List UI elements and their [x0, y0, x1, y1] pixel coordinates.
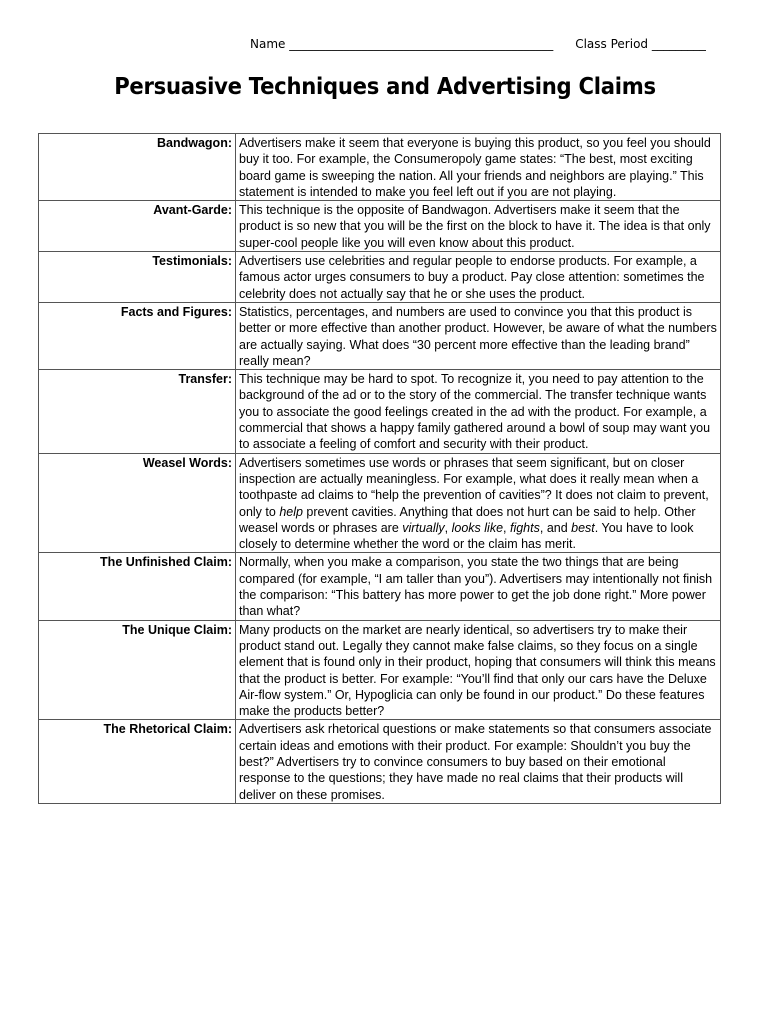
weasel-best-italic: best — [571, 520, 595, 535]
description-transfer: This technique may be hard to spot. To recognize it, you need to pay attention to the background of the ad or to the story of the commercial. The transfer technique wants you to associate the good feelings created in the ad with the product. For example, a commercial that shows a happy family gathered around a bowl of soup may want you to associate a feeling of comfort and security with their product. — [236, 370, 721, 453]
table-row — [39, 252, 721, 303]
term-unfinished-claim: The Unfinished Claim: — [39, 553, 236, 620]
description-rhetorical-claim: Advertisers ask rhetorical questions or make statements so that consumers associate certain ideas and emotions with their product. For example: Shouldn’t you buy the best?” Advertisers try to convince consumers to buy based on their emotional response to the questions; they have made no real claims that their products will deliver on these promises. — [236, 720, 721, 803]
weasel-text-2: prevent cavities. Anything that does not hurt can be said to help. Other weasel words or phrases are — [239, 504, 696, 535]
header-fields — [250, 37, 706, 51]
table-row — [39, 201, 721, 252]
term-rhetorical-claim: The Rhetorical Claim: — [39, 720, 236, 803]
weasel-text-1: Advertisers sometimes use words or phrases that seem significant, but on closer inspection are actually meaningless. For example, what does it really mean when a toothpaste ad claims to “help the prevention of cavities”? It does not claim to prevent, only to — [239, 455, 709, 519]
description-avant-garde: This technique is the opposite of Bandwagon. Advertisers make it seem that the product is so new that you will be the first on the block to have it. The idea is that only super-cool people like you will even know about this product. — [236, 201, 721, 252]
term-unique-claim: The Unique Claim: — [39, 620, 236, 720]
term-weasel-words: Weasel Words: — [39, 453, 236, 553]
table-row — [39, 553, 721, 620]
description-bandwagon: Advertisers make it seem that everyone is buying this product, so you feel you should buy it too. For example, the Consumeropoly game states: “The best, most exciting board game is sweeping the nation. All your friends and neighbors are playing.” This statement is intended to make you feel left out if you are not playing. — [236, 134, 721, 201]
term-avant-garde: Avant-Garde: — [39, 201, 236, 252]
weasel-text-3: . You have to look closely to determine whether the word or the claim has merit. — [239, 520, 694, 552]
description-unfinished-claim: Normally, when you make a comparison, you state the two things that are being compared (for example, “I am taller than you”). Advertisers may intentionally not finish the comparison: “This battery has more power to get the job done right.” More power than what? — [236, 553, 721, 620]
table-row — [39, 453, 721, 553]
weasel-help-italic: help — [279, 504, 303, 519]
table-row — [39, 370, 721, 453]
table-row — [39, 720, 721, 803]
weasel-comma-1: , — [444, 520, 452, 535]
page-title: Persuasive Techniques and Advertising Claims — [114, 74, 656, 100]
table-row — [39, 134, 721, 201]
weasel-comma-2: , — [503, 520, 510, 535]
description-unique-claim: Many products on the market are nearly identical, so advertisers try to make their product stand out. Legally they cannot make false claims, so they focus on a single element that is found only in their product, hoping that consumers will think this means that the product is better. For example: “You’ll find that only our cars have the Deluxe Air-flow system.” Or, Hypoglicia can only be found in our product.” Do these features make the products better? — [236, 620, 721, 720]
techniques-table — [38, 133, 721, 804]
table-row — [39, 302, 721, 369]
term-transfer: Transfer: — [39, 370, 236, 453]
class-period-field-label: Class Period _________ — [575, 37, 706, 51]
description-weasel-words — [236, 453, 721, 553]
term-testimonials: Testimonials: — [39, 252, 236, 303]
weasel-and: , and — [539, 520, 572, 535]
term-bandwagon: Bandwagon: — [39, 134, 236, 201]
term-facts-and-figures: Facts and Figures: — [39, 302, 236, 369]
name-field-label: Name ____________________________________________ — [250, 37, 554, 51]
table-row — [39, 620, 721, 720]
weasel-looks-like-italic: looks like — [451, 520, 504, 535]
description-facts-and-figures: Statistics, percentages, and numbers are used to convince you that this product is better or more effective than another product. However, be aware of what the numbers are actually saying. What does “30 percent more effective than the leading brand” really mean? — [236, 302, 721, 369]
weasel-virtually-italic: virtually — [402, 520, 445, 535]
description-testimonials: Advertisers use celebrities and regular people to endorse products. For example, a famous actor urges consumers to buy a product. Pay close attention: sometimes the celebrity does not actually say that he or she uses the product. — [236, 252, 721, 303]
weasel-fights-italic: fights — [509, 520, 540, 535]
